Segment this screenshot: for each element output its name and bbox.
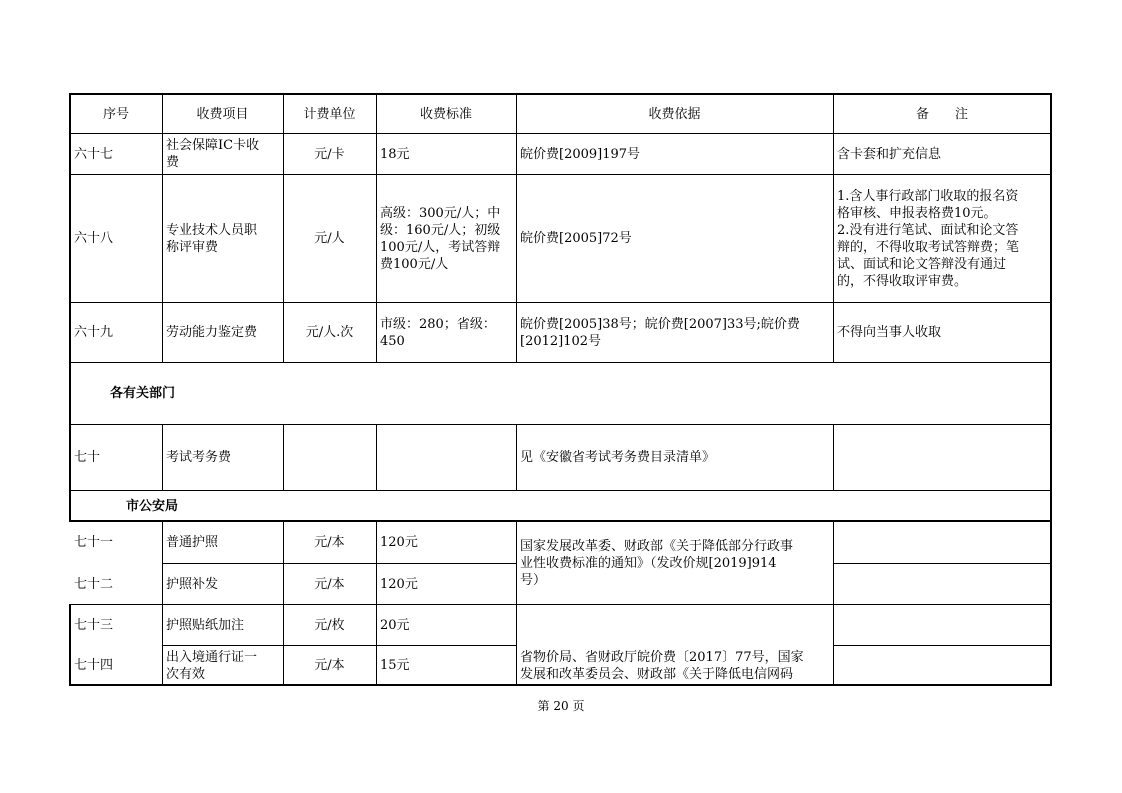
row-67-seq: 六十七 [74, 146, 114, 162]
row-72-unit: 元/本 [314, 576, 345, 592]
row-70-item: 考试考务费 [166, 450, 232, 465]
line-v-2c [283, 520, 284, 685]
line-h-69 [69, 362, 1052, 363]
header-remark: 备 注 [915, 106, 968, 122]
row-72-item: 护照补发 [166, 576, 219, 592]
line-v-1b [162, 424, 163, 490]
line-h-67 [69, 174, 1052, 175]
line-v-1a [162, 93, 163, 362]
line-h-73-remark [833, 645, 1051, 646]
basis-71-72: 国家发展改革委、财政部《关于降低部分行政事 业性收费标准的通知》（发改价规[2019]914 号） [520, 538, 794, 588]
line-h-71-mid [162, 563, 516, 564]
row-74-seq: 七十四 [74, 658, 114, 673]
row-67-standard: 18元 [380, 146, 410, 162]
line-h-73-mid [162, 645, 516, 646]
row-72-seq: 七十二 [74, 576, 114, 592]
row-68-unit: 元/人 [314, 231, 345, 246]
row-73-standard: 20元 [380, 617, 410, 633]
row-71-unit: 元/本 [314, 535, 345, 550]
row-69-item: 劳动能力鉴定费 [166, 325, 258, 340]
line-h-section1 [69, 424, 1052, 425]
row-71-seq: 七十一 [74, 535, 114, 550]
line-h-header [69, 133, 1052, 134]
line-h-72 [69, 604, 1052, 605]
header-standard: 收费标准 [419, 106, 472, 122]
header-unit: 计费单位 [303, 106, 356, 122]
row-68-standard: 高级：300元/人；中 级：160元/人；初级 100元/人，考试答辩 费100元/人 [380, 205, 501, 272]
row-69-seq: 六十九 [74, 325, 114, 340]
line-v-5b [833, 424, 834, 490]
border-left-lower [69, 604, 71, 686]
row-72-standard: 120元 [380, 576, 418, 592]
line-v-4b [516, 424, 517, 490]
line-h-71-remark [833, 563, 1051, 564]
row-71-standard: 120元 [380, 535, 418, 550]
line-h-section2 [69, 520, 1052, 522]
border-bottom [69, 684, 1052, 686]
line-v-5c [833, 520, 834, 685]
row-68-item: 专业技术人员职 称评审费 [166, 222, 258, 255]
row-74-standard: 15元 [380, 658, 410, 673]
row-73-item: 护照贴纸加注 [166, 617, 245, 633]
row-69-basis: 皖价费[2005]38号；皖价费[2007]33号;皖价费 [2012]102号 [520, 316, 800, 349]
row-73-seq: 七十三 [74, 617, 114, 633]
row-71-item: 普通护照 [166, 535, 219, 550]
row-67-item: 社会保障IC卡收 费 [166, 138, 260, 170]
line-v-3c [376, 520, 377, 685]
line-v-5a [833, 93, 834, 362]
row-69-unit: 元/人.次 [305, 325, 354, 340]
section-public-security: 市公安局 [126, 498, 179, 514]
row-69-standard: 市级：280；省级： 450 [380, 316, 496, 349]
row-73-unit: 元/枚 [314, 617, 345, 633]
basis-73-74: 省物价局、省财政厅皖价费〔2017〕77号，国家 发展和改革委员会、财政部《关于降低电信网码 [520, 650, 804, 682]
header-item: 收费项目 [196, 106, 249, 122]
line-v-4a [516, 93, 517, 362]
line-v-1c [162, 520, 163, 685]
header-seq: 序号 [102, 106, 129, 122]
border-right [1050, 93, 1052, 686]
line-h-70 [69, 490, 1052, 491]
line-v-4c [516, 520, 517, 685]
row-74-unit: 元/本 [314, 658, 345, 673]
row-67-remark: 含卡套和扩充信息 [837, 146, 942, 162]
row-68-remark: 1.含人事行政部门收取的报名资 格审核、申报表格费10元。 2.没有进行笔试、面试和论文答 辩的，不得收取考试答辩费；笔 试、面试和论文答辩没有通过 的，不得收取评审费。 [837, 188, 1020, 289]
row-69-remark: 不得向当事人收取 [837, 325, 942, 340]
line-v-2a [283, 93, 284, 362]
row-67-basis: 皖价费[2009]197号 [520, 146, 641, 162]
line-v-2b [283, 424, 284, 490]
row-67-unit: 元/卡 [314, 146, 345, 162]
row-70-seq: 七十 [74, 450, 101, 465]
line-v-3b [376, 424, 377, 490]
row-70-basis: 见《安徽省考试考务费目录清单》 [520, 450, 716, 465]
border-left-upper [69, 93, 71, 522]
row-68-seq: 六十八 [74, 231, 114, 246]
row-74-item: 出入境通行证一 次有效 [166, 649, 258, 682]
border-top [69, 93, 1052, 95]
line-v-3a [376, 93, 377, 362]
row-68-basis: 皖价费[2005]72号 [520, 231, 632, 246]
header-basis: 收费依据 [648, 106, 701, 122]
page-number: 第 20 页 [537, 699, 585, 713]
line-h-68 [69, 302, 1052, 303]
section-departments: 各有关部门 [110, 386, 176, 401]
